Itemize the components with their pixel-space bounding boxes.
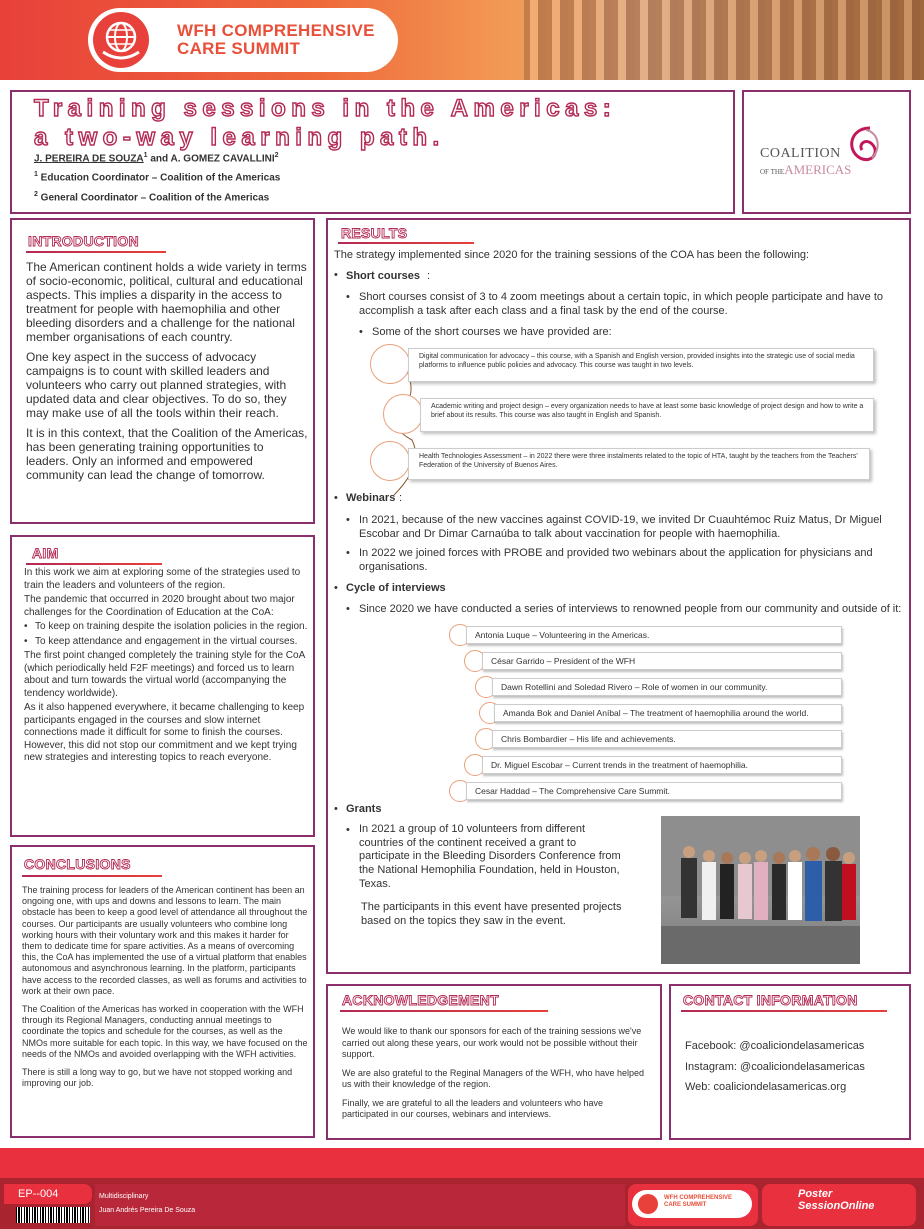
poster-session-online-logo[interactable] [762, 1184, 916, 1226]
aim-text [24, 567, 308, 767]
interviews-desc: Since 2020 we have conducted a series of interviews to renowned people from our community and outside of it: [359, 603, 902, 615]
poster-title [34, 94, 616, 152]
sup2: 2 [274, 152, 279, 159]
intro-paragraph: It is in this context, that the Coalition of the Americas, has been generating training opportunities to leaders. Only an informed and empowered community can lead the change of tomorrow. [26, 426, 308, 482]
short-courses-label: Short courses [346, 270, 420, 282]
intro-paragraph: One key aspect in the success of advocacy campaigns is to count with skilled leaders and volunteers who carry out planned strategies, with updated data and clear objectives. To do so, they may make use of all the tools within their reach. [26, 350, 287, 420]
group-photo [661, 816, 860, 964]
sup1: 1 [143, 152, 148, 159]
label-colon: : [427, 270, 431, 282]
conclusions-paragraph: The Coalition of the Americas has worked in cooperation with the WFH through its Regional Managers, conducting annual meetings to coordinate the topics and schedule for the courses, as well as the NMOs more suitable for each topic. In this way, we have focused on the needs of the NMOs and avoided overlapping with the WFH activities. [22, 1004, 308, 1059]
pso-line1: Poster [798, 1188, 833, 1200]
aim-section [10, 535, 315, 837]
aim-paragraph: The first point changed completely the training style for the CoA (which periodically held F2F meetings) and forced us to learn about and turn towards the virtual world (accompanying the tendency worldwide). [24, 650, 305, 699]
poster-code: EP--004 [4, 1184, 92, 1204]
title-box [10, 90, 735, 214]
label-colon: : [399, 492, 403, 504]
interview-item: Dawn Rotellini and Soledad Rivero – Role of women in our community. [492, 678, 842, 696]
facebook-link[interactable]: Facebook: @coaliciondelasamericas [685, 1040, 865, 1052]
logo-line2: CARE SUMMIT [177, 39, 301, 58]
aim-bullet: • To keep on training despite the isolation policies in the region. [24, 621, 308, 634]
grants-note: The participants in this event have presented projects based on the topics they saw in the event. [361, 901, 622, 927]
conclusions-section [10, 845, 315, 1138]
bullet-dot: • [346, 547, 350, 559]
introduction-text [26, 260, 308, 488]
aim-paragraph: As it also happened everywhere, it became challenging to keep participants engaged in the courses and slow internet connections made it difficult for some to finish the courses. However, this did not stop our commitment and we kept trying new strategies and interesting topics to reach everyone. [24, 702, 305, 763]
coa-americas: AMERICAS [784, 162, 852, 177]
interview-item: Cesar Haddad – The Comprehensive Care Summit. [466, 782, 842, 800]
web-link[interactable]: Web: coaliciondelasamericas.org [685, 1081, 847, 1093]
course-card: Health Technologies Assessment – in 2022 there were three instalments related to the topic of HTA, taught by the teachers from the Teachers' Federation of the University of Buenos Aires. [408, 448, 870, 480]
contact-section [669, 984, 911, 1140]
bullet-dot: • [359, 326, 363, 338]
bullet-dot: • [334, 582, 338, 594]
author2: and A. GOMEZ CAVALLINI [147, 153, 275, 165]
webinars-label: Webinars [346, 492, 396, 504]
authors [34, 148, 280, 206]
coa-logo-line2 [760, 162, 851, 178]
interview-item: Chris Bombardier – His life and achievements. [492, 730, 842, 748]
bullet-dot: • [346, 824, 350, 836]
bullet-dot: • [346, 603, 350, 615]
affiliation2: General Coordinator – Coalition of the Americas [37, 191, 270, 203]
aim-bullets [24, 621, 308, 648]
bullet-dot: • [334, 803, 338, 815]
aim-heading: AIM [32, 545, 59, 561]
conclusions-paragraph: The training process for leaders of the American continent has been an ongoing one, with ups and downs and lessons to learn. The main obstacle has been to keep a good level of attendance all throughout the courses. Our participants are usually volunteers who combine long working hours with their voluntary work and this makes it harder for them to dedicate time for spare activities. As a means of overcoming this, the CoA has implemented the use of a virtual platform that enables autonomous and asynchronous learning. In the platform, participants have access to the recorded classes, as well as forums and activities to work at their own pace. [22, 885, 308, 996]
aim-bullet: • To keep attendance and engagement in the virtual courses. [24, 636, 308, 649]
footer-wfh-logo [628, 1184, 758, 1226]
coa-logo [760, 122, 885, 182]
footer-category: Multidisciplinary [99, 1193, 149, 1200]
course-card: Digital communication for advocacy – this course, with a Spanish and English version, provided insights into the strategic use of social media platforms to influence public policies and advocacy. This course was taught in two levels. [408, 348, 874, 382]
contact-text [685, 1036, 865, 1098]
footer-globe-icon [638, 1194, 658, 1214]
affil2-sup: 2 [34, 190, 38, 198]
author1: J. PEREIRA DE SOUZA [34, 153, 144, 165]
instagram-link[interactable]: Instagram: @coaliciondelasamericas [685, 1060, 865, 1073]
logo-line1: WFH COMPREHENSIVE [177, 21, 375, 40]
bullet-dot: • [346, 291, 350, 303]
short-courses-desc: Short courses consist of 3 to 4 zoom meetings about a certain topic, in which people participate and have to accomplish a task after each class and a final task by the end of the course. [359, 291, 884, 317]
ack-paragraph: We are also grateful to the Reginal Managers of the WFH, who have helped us with their knowledge of the region. [342, 1067, 645, 1089]
wfh-globe-icon [93, 12, 149, 68]
webinar-item: In 2022 we joined forces with PROBE and provided two webinars about the application for physicians and organisations. [359, 547, 873, 573]
course-circle [370, 344, 410, 384]
affiliation1: Education Coordinator – Coalition of the Americas [37, 172, 281, 184]
course-card: Academic writing and project design – every organization needs to have at least some basic knowledge of project design and how to write a brief about its results. This course was also taught in English and Spanish. [420, 398, 874, 432]
barcode [16, 1207, 90, 1223]
city-photo [524, 0, 924, 80]
interview-item: Dr. Miguel Escobar – Current trends in the treatment of haemophilia. [482, 756, 842, 774]
short-courses-sub: Some of the short courses we have provided are: [372, 326, 612, 338]
heading-underline [338, 242, 474, 244]
title-line2: a two-way learning path. [34, 124, 445, 151]
aim-paragraph: In this work we aim at exploring some of the strategies used to train the leaders and volunteers of the region. [24, 567, 301, 591]
interview-item: César Garrido – President of the WFH [482, 652, 842, 670]
heading-underline [681, 1010, 887, 1012]
interview-item: Amanda Bok and Daniel Aníbal – The treatment of haemophilia around the world. [494, 704, 842, 722]
title-line1: Training sessions in the Americas: [34, 95, 617, 122]
coa-logo-box [742, 90, 911, 214]
acknowledgement-text [342, 1026, 647, 1128]
acknowledgement-heading: ACKNOWLEDGEMENT [342, 992, 499, 1008]
grants-label: Grants [346, 803, 382, 815]
webinar-item: In 2021, because of the new vaccines against COVID-19, we invited Dr Cuauhtémoc Ruiz Matus, Dr Miguel Escobar and Dr Dimar Carnaúba to talk about vaccination for people with haemophilia. [359, 514, 882, 540]
pso-line2: SessionOnline [798, 1200, 875, 1212]
heading-underline [26, 563, 162, 565]
results-heading: RESULTS [341, 225, 408, 241]
footer-logo-text [664, 1195, 732, 1209]
conclusions-paragraph: There is still a long way to go, but we have not stopped working and improving our job. [22, 1067, 293, 1089]
contact-heading: CONTACT INFORMATION [683, 992, 858, 1008]
intro-paragraph: The American continent holds a wide variety in terms of socio-economic, political, cultural and educational aspects. This implies a disparity in the access to treatment for people with haemophilia and other bleeding disorders and a challenge for the national member organisations of each country. [26, 260, 307, 344]
introduction-section [10, 218, 315, 524]
bullet-dot: • [346, 514, 350, 526]
ack-paragraph: We would like to thank our sponsors for each of the training sessions we've carried out along these years, our work would not be possible without their support. [342, 1026, 642, 1059]
coa-of-the: OF THE [760, 168, 785, 176]
introduction-heading: INTRODUCTION [28, 233, 139, 249]
interview-item: Antonia Luque – Volunteering in the Americas. [466, 626, 842, 644]
acknowledgement-section [326, 984, 662, 1140]
aim-paragraph: The pandemic that occurred in 2020 brought about two major challenges for the Coordination of Education at the CoA: [24, 594, 295, 618]
heading-underline [22, 875, 162, 877]
conclusions-heading: CONCLUSIONS [24, 856, 131, 872]
affil1-sup: 1 [34, 171, 38, 179]
wfh-logo-text [177, 22, 392, 58]
course-circle [370, 441, 410, 481]
results-intro: The strategy implemented since 2020 for the training sessions of the COA has been the following: [334, 249, 810, 261]
interviews-label: Cycle of interviews [346, 582, 446, 594]
footer-logo-line2: CARE SUMMIT [664, 1202, 707, 1208]
bullet-dot: • [334, 492, 338, 504]
conclusions-text [22, 885, 308, 1096]
footer-author: Juan Andrés Pereira De Souza [99, 1207, 196, 1214]
ack-paragraph: Finally, we are grateful to all the leaders and volunteers who have participated in our courses, webinars and interviews. [342, 1097, 603, 1119]
bullet-dot: • [334, 269, 338, 281]
course-circle [383, 394, 423, 434]
footer-logo-line1: WFH COMPREHENSIVE [664, 1195, 733, 1201]
results-section [326, 218, 911, 974]
grants-desc: In 2021 a group of 10 volunteers from different countries of the continent received a grant to participate in the Bleeding Disorders Conference from the National Hemophilia Foundation, held in Houston, Texas. [359, 823, 621, 890]
heading-underline [340, 1010, 548, 1012]
coa-logo-line1: COALITION [760, 146, 841, 161]
footer-meta [95, 1184, 625, 1226]
heading-underline [26, 251, 166, 253]
